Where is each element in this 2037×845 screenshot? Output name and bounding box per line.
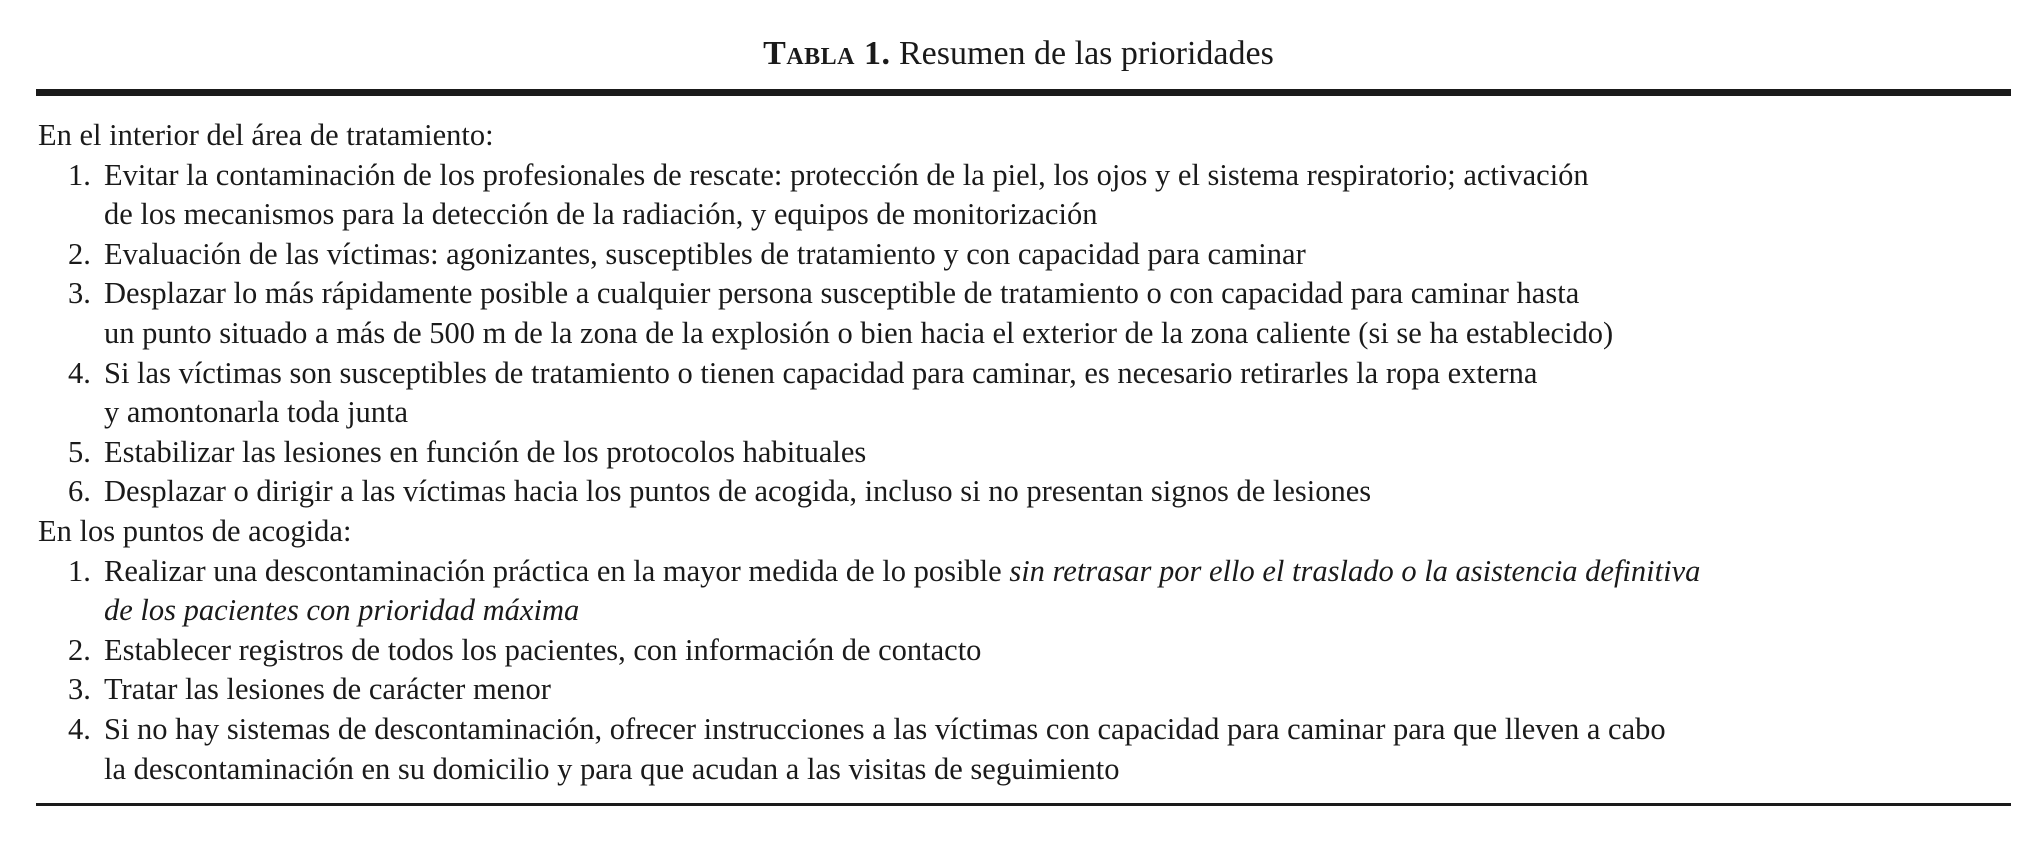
item-number: 4. (68, 711, 91, 746)
table-title: Resumen de las prioridades (899, 35, 1274, 72)
item-number: 6. (68, 474, 91, 509)
section-title-reception-points: En los puntos de acogida: (38, 513, 352, 548)
item-text-line: Si las víctimas son susceptibles de tratamiento o tienen capacidad para caminar, es necesario retirarles la ropa externa (104, 355, 1538, 390)
item-text-line: Establecer registros de todos los pacientes, con información de contacto (104, 632, 982, 667)
item-text-line (104, 552, 2013, 592)
list-item (38, 235, 2013, 275)
item-text-line: Desplazar o dirigir a las víctimas hacia los puntos de acogida, incluso si no presentan signos de lesiones (104, 474, 1372, 509)
table-body (38, 116, 2013, 789)
item-text-line: de los mecanismos para la detección de la radiación, y equipos de monitorización (104, 197, 1098, 232)
reception-points-list (38, 552, 2013, 790)
table-caption (0, 30, 2037, 78)
list-item (38, 710, 2013, 789)
item-text-plain: Realizar una descontaminación práctica en la mayor medida de lo posible (104, 553, 1002, 588)
bottom-rule (36, 803, 2011, 806)
item-text-line: Tratar las lesiones de carácter menor (104, 672, 551, 707)
list-item (38, 156, 2013, 235)
list-item (38, 354, 2013, 433)
top-rule (36, 89, 2011, 96)
item-number: 2. (68, 236, 91, 271)
item-number: 3. (68, 672, 91, 707)
list-item (38, 670, 2013, 710)
item-text-line: y amontonarla toda junta (104, 395, 409, 430)
item-number: 4. (68, 355, 91, 390)
item-text-line: un punto situado a más de 500 m de la zona de la explosión o bien hacia el exterior de la zona caliente (si se ha establecido) (104, 315, 1614, 350)
item-text-line: Desplazar lo más rápidamente posible a cualquier persona susceptible de tratamiento o con capacidad para caminar hasta (104, 276, 1580, 311)
table-label: Tabla 1. (763, 35, 891, 72)
item-text-emphasis-line: de los pacientes con prioridad máxima (104, 593, 580, 628)
item-text-line: Evaluación de las víctimas: agonizantes, susceptibles de tratamiento y con capacidad para caminar (104, 236, 1306, 271)
list-item (38, 433, 2013, 473)
item-number: 1. (68, 553, 91, 588)
list-item (38, 274, 2013, 353)
item-number: 5. (68, 434, 91, 469)
section-title-treatment-area: En el interior del área de tratamiento: (38, 118, 494, 152)
item-text-line: Evitar la contaminación de los profesionales de rescate: protección de la piel, los ojos y el sistema respiratorio; activación (104, 157, 1589, 192)
item-number: 3. (68, 276, 91, 311)
item-text-emphasis: sin retrasar por ello el traslado o la asistencia definitiva (1009, 553, 1701, 588)
list-item (38, 631, 2013, 671)
item-text-line: Estabilizar las lesiones en función de los protocolos habituales (104, 434, 867, 469)
treatment-area-list (38, 156, 2013, 512)
item-text-line: Si no hay sistemas de descontaminación, ofrecer instrucciones a las víctimas con capacidad para caminar para que lleven a cabo (104, 711, 1666, 746)
item-number: 1. (68, 157, 91, 192)
list-item (38, 472, 2013, 512)
list-item (38, 552, 2013, 631)
item-number: 2. (68, 632, 91, 667)
item-text-line: la descontaminación en su domicilio y para que acudan a las visitas de seguimiento (104, 751, 1120, 786)
